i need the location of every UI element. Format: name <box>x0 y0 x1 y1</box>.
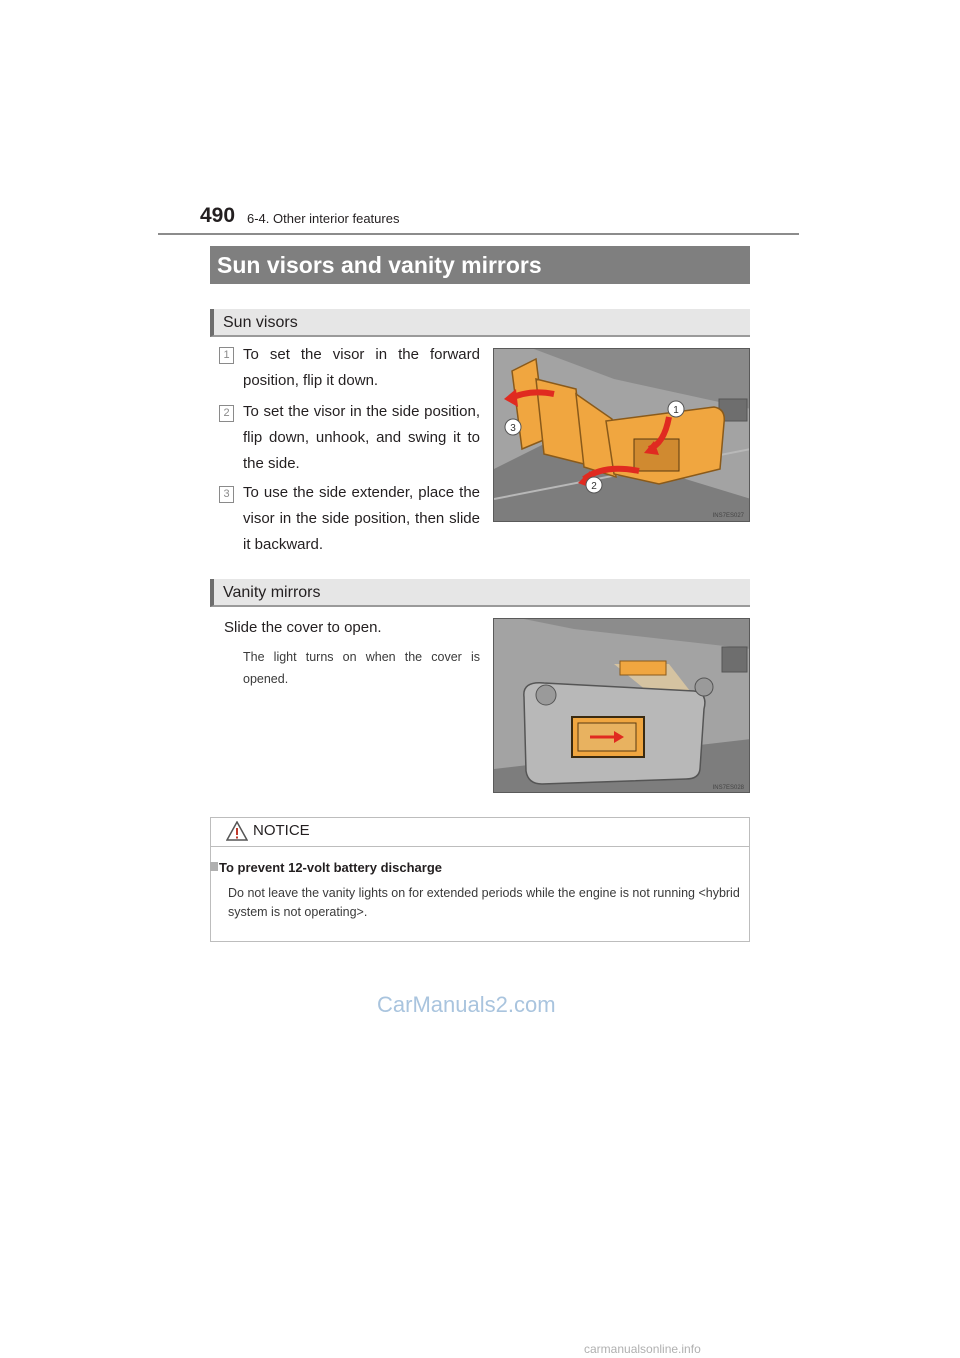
notice-divider <box>210 846 750 847</box>
notice-heading: To prevent 12-volt battery discharge <box>219 860 442 875</box>
watermark-text: CarManuals2.com <box>377 992 556 1017</box>
sun-visor-illustration <box>493 348 750 522</box>
warning-triangle-icon <box>226 821 248 841</box>
square-bullet-icon <box>210 862 218 871</box>
vanity-instruction: Slide the cover to open. <box>224 619 382 636</box>
notice-body: Do not leave the vanity lights on for extended periods while the engine is not running <hybrid system is not operating>. <box>228 886 740 919</box>
vanity-mirror-drawing <box>494 619 750 793</box>
chapter-title: 6-4. Other interior features <box>247 211 400 226</box>
section-heading-sun-visors: Sun visors <box>210 309 750 337</box>
step-number-1: 1 <box>219 347 234 364</box>
step-number-2: 2 <box>219 405 234 422</box>
step-text-3: To use the side extender, place the visor in the side position, then slide it backward. <box>243 484 480 553</box>
sun-visor-drawing <box>494 349 750 522</box>
notice-label: NOTICE <box>253 822 310 839</box>
figure-code: INS7ES027 <box>712 513 744 519</box>
step-number-3: 3 <box>219 486 234 503</box>
page-number: 490 <box>200 204 236 227</box>
vanity-mirror-illustration <box>493 618 750 793</box>
figure-callout-2: 2 <box>591 481 597 492</box>
header-rule <box>158 233 799 235</box>
figure-code: INS7ES028 <box>712 785 744 791</box>
step-text-1: To set the visor in the forward position, flip it down. <box>243 346 480 389</box>
vanity-note: The light turns on when the cover is opened. <box>243 650 480 686</box>
figure-callout-1: 1 <box>673 405 679 416</box>
footer-site: carmanualsonline.info <box>584 1342 701 1356</box>
step-text-2: To set the visor in the side position, flip down, unhook, and swing it to the side. <box>243 403 480 472</box>
figure-callout-3: 3 <box>510 423 516 434</box>
page-title: Sun visors and vanity mirrors <box>210 246 750 284</box>
section-heading-vanity-mirrors: Vanity mirrors <box>210 579 750 607</box>
